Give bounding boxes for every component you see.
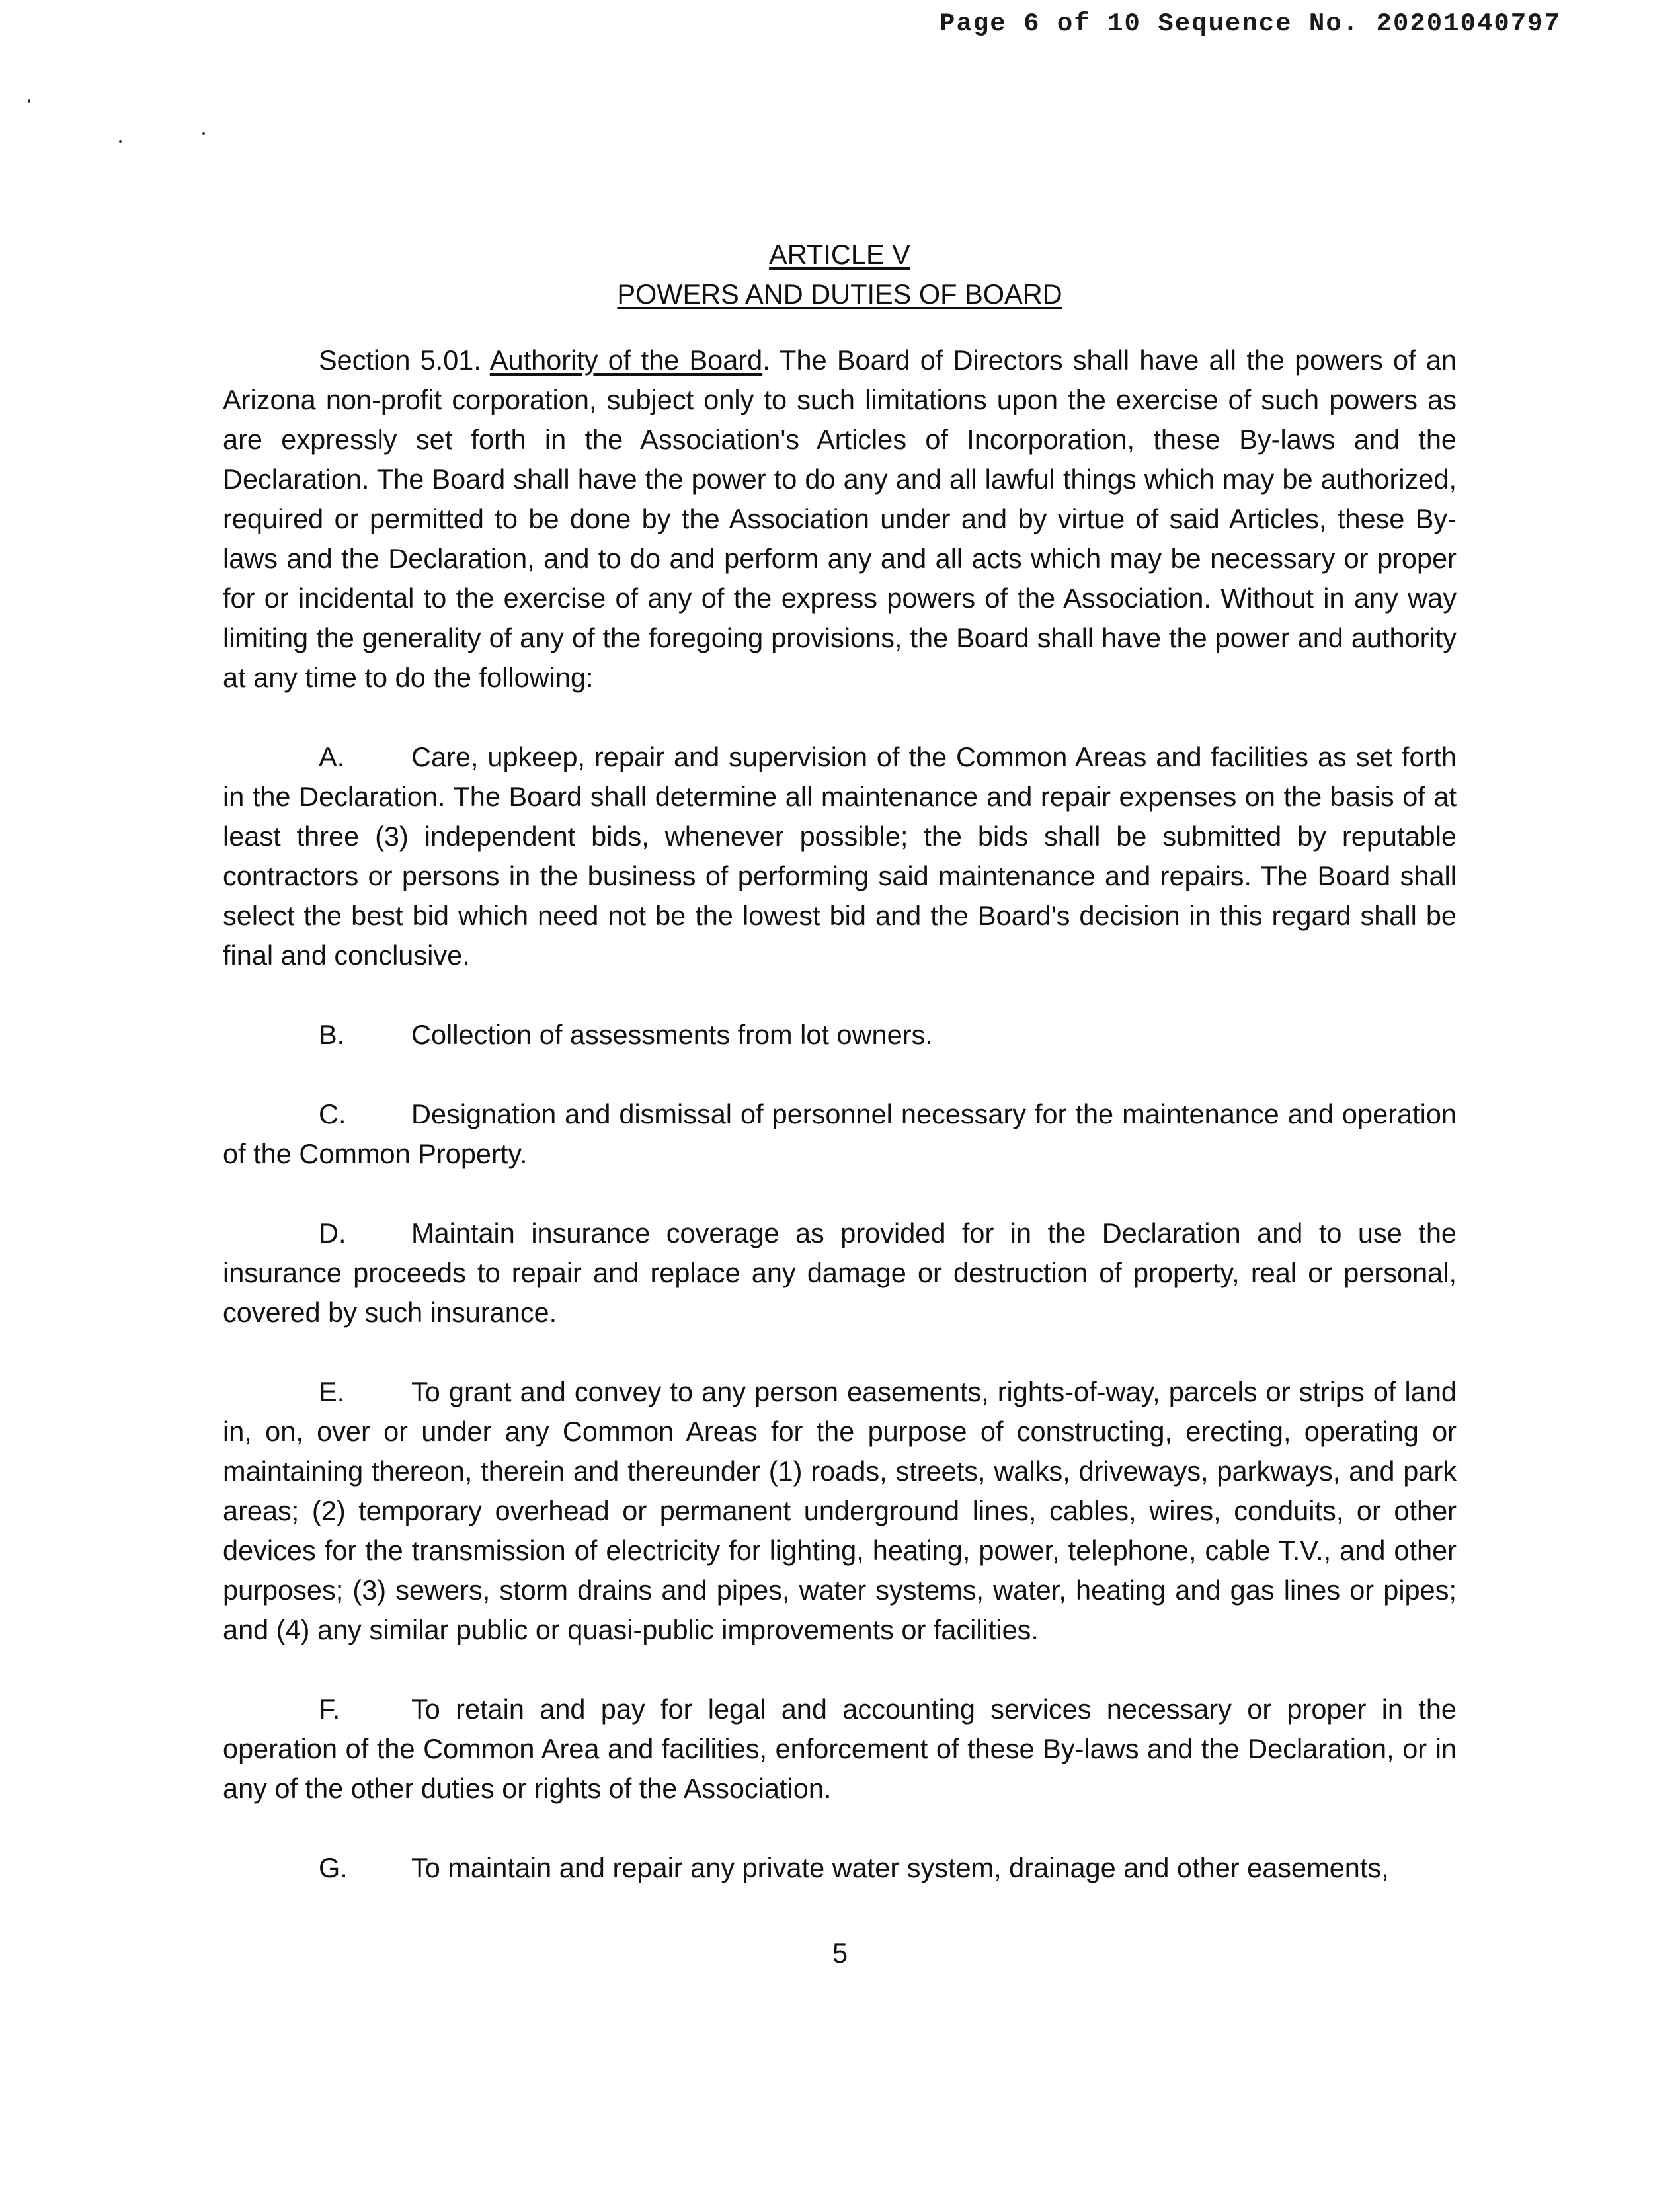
item-text: To retain and pay for legal and accounting services necessary or proper in the operation of the Common Area and facilities, enforcement of these By-laws and the Declaration, or in any of the other duties or rights of the Association. <box>223 1694 1457 1804</box>
item-letter: F. <box>319 1694 340 1725</box>
item-letter: C. <box>319 1098 346 1129</box>
item-text: To grant and convey to any person easements, rights-of-way, parcels or strips of land in, on, over or under any Common Areas for the purpose of constructing, erecting, operating or maintaining thereon, therein and thereunder (1) roads, streets, walks, driveways, parkways, and park areas; (2) temporary overhead or permanent underground lines, cables, wires, conduits, or other devices for the transmission of electricity for lighting, heating, power, telephone, cable T.V., and other purposes; (3) sewers, storm drains and pipes, water systems, water, heating and gas lines or pipes; and (4) any similar public or quasi-public improvements or facilities. <box>223 1376 1457 1645</box>
list-item <box>223 1372 1457 1650</box>
list-item <box>223 1848 1457 1888</box>
item-letter: D. <box>319 1217 346 1248</box>
list-item <box>223 1213 1457 1332</box>
list-item <box>223 1094 1457 1174</box>
section-heading: Authority of the Board <box>489 345 763 376</box>
section-body: . The Board of Directors shall have all the powers of an Arizona non-profit corporation, subject only to such limitations upon the exercise of such powers as are expressly set forth in the Association's Articles of Incorporation, these By-laws and the Declaration. The Board shall have the power to do any and all lawful things which may be authorized, required or permitted to be done by the Association under and by virtue of said Articles, these By-laws and the Declaration, and to do and perform any and all acts which may be necessary or proper for or incidental to the exercise of any of the express powers of the Association. Without in any way limiting the generality of any of the foregoing provisions, the Board shall have the power and authority at any time to do the following: <box>223 345 1457 693</box>
item-letter: A. <box>319 741 345 772</box>
item-text: Maintain insurance coverage as provided for in the Declaration and to use the insurance proceeds to repair and replace any damage or destruction of property, real or personal, covered by such insurance. <box>223 1217 1457 1328</box>
item-letter: G. <box>319 1852 348 1883</box>
item-letter: E. <box>319 1376 345 1407</box>
item-text: Care, upkeep, repair and supervision of the Common Areas and facilities as set forth in the Declaration. The Board shall determine all maintenance and repair expenses on the basis of at least three (3) independent bids, whenever possible; the bids shall be submitted by reputable contractors or persons in the business of performing said maintenance and repairs. The Board shall select the best bid which need not be the lowest bid and the Board's decision in this regard shall be final and conclusive. <box>223 741 1457 971</box>
item-text: To maintain and repair any private water system, drainage and other easements, <box>411 1852 1389 1883</box>
section-paragraph <box>223 341 1457 698</box>
scan-speck <box>202 132 205 135</box>
item-text: Designation and dismissal of personnel necessary for the maintenance and operation of the Common Property. <box>223 1098 1457 1169</box>
document-body <box>223 235 1457 1928</box>
item-text: Collection of assessments from lot owners. <box>411 1019 933 1050</box>
article-heading <box>223 235 1457 314</box>
article-number: ARTICLE V <box>769 239 910 270</box>
section-number: Section 5.01. <box>319 345 481 376</box>
page-number: 5 <box>832 1938 848 1969</box>
list-item <box>223 1015 1457 1055</box>
article-title: POWERS AND DUTIES OF BOARD <box>617 278 1062 309</box>
list-item <box>223 737 1457 975</box>
scan-speck <box>28 99 30 103</box>
scan-speck <box>119 140 122 143</box>
header-stamp: Page 6 of 10 Sequence No. 20201040797 <box>940 9 1561 38</box>
item-letter: B. <box>319 1019 345 1050</box>
list-item <box>223 1690 1457 1809</box>
